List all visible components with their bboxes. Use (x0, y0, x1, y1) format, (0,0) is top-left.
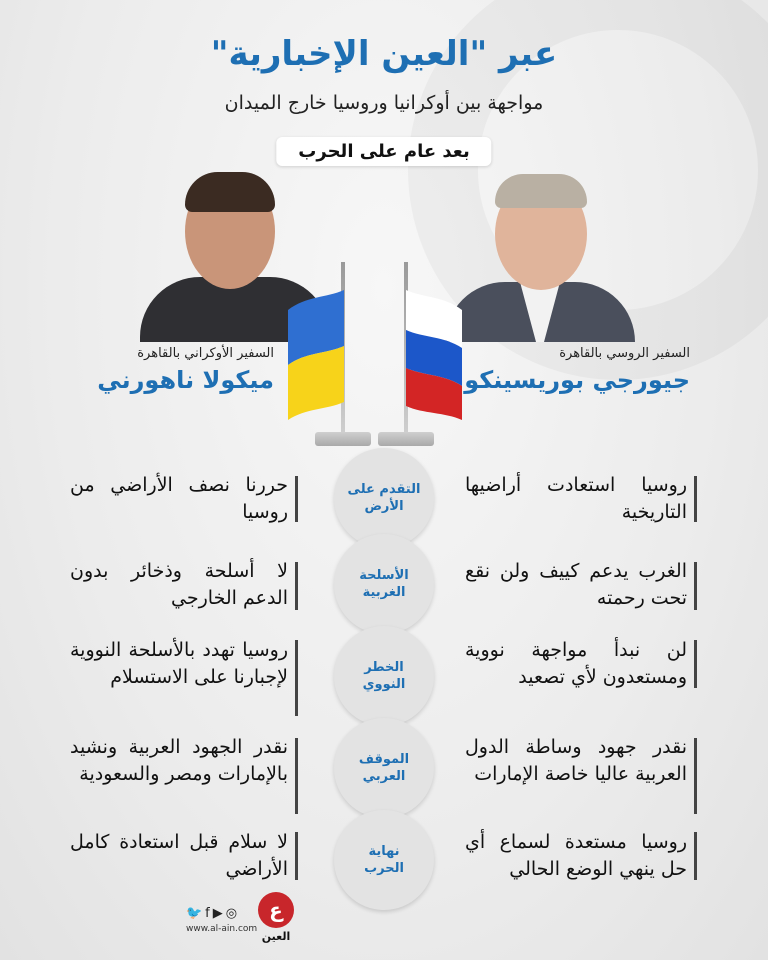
al-ain-logo-text: العين (261, 930, 291, 943)
al-ain-logo: ع (258, 892, 294, 928)
site-url[interactable]: www.al-ain.com (186, 924, 258, 934)
russia-statement: نقدر جهود وساطة الدول العربية عاليا خاصة الإمارات (465, 736, 687, 785)
ukraine-statement: نقدر الجهود العربية ونشيد بالإمارات ومصر والسعودية (70, 736, 288, 785)
page-subtitle: مواجهة بين أوكرانيا وروسيا خارج الميدان (224, 92, 544, 114)
page-title: عبر "العين الإخبارية" (210, 34, 558, 74)
russia-flag-base (378, 432, 434, 446)
ukraine-flag-base (315, 432, 371, 446)
topic-circle: التقدم على الأرض (334, 448, 434, 548)
ukraine-flag-icon (286, 290, 346, 420)
social-icons[interactable]: 🐦f▶◎ (186, 906, 241, 921)
time-tag: بعد عام على الحرب (276, 137, 491, 166)
russia-statement: روسيا استعادت أراضيها التاريخية (465, 474, 687, 523)
ukraine-statement: حررنا نصف الأراضي من روسيا (70, 474, 288, 523)
ukraine-statement: روسيا تهدد بالأسلحة النووية لإجبارنا على الاستسلام (70, 639, 288, 688)
ukraine-statement: لا أسلحة وذخائر بدون الدعم الخارجي (70, 560, 288, 609)
ukraine-ambassador-name: ميكولا ناهورني (97, 366, 274, 394)
ukraine-statement: لا سلام قبل استعادة كامل الأراضي (70, 831, 288, 880)
topic-circle: الخطر النووي (334, 626, 434, 726)
russia-flag-icon (404, 290, 464, 420)
ukraine-ambassador-role: السفير الأوكراني بالقاهرة (137, 346, 274, 361)
russia-ambassador-photo (445, 172, 635, 342)
topic-circle: نهاية الحرب (334, 810, 434, 910)
russia-ambassador-role: السفير الروسي بالقاهرة (559, 346, 690, 361)
topic-circle: الموقف العربي (334, 718, 434, 818)
russia-statement: روسيا مستعدة لسماع أي حل ينهي الوضع الحالي (465, 831, 687, 880)
russia-ambassador-name: جيورجي بوريسينكو (464, 366, 690, 394)
russia-statement: الغرب يدعم كييف ولن نقع تحت رحمته (465, 560, 687, 609)
russia-statement: لن نبدأ مواجهة نووية ومستعدون لأي تصعيد (465, 639, 687, 688)
topic-circle: الأسلحة الغربية (334, 534, 434, 634)
